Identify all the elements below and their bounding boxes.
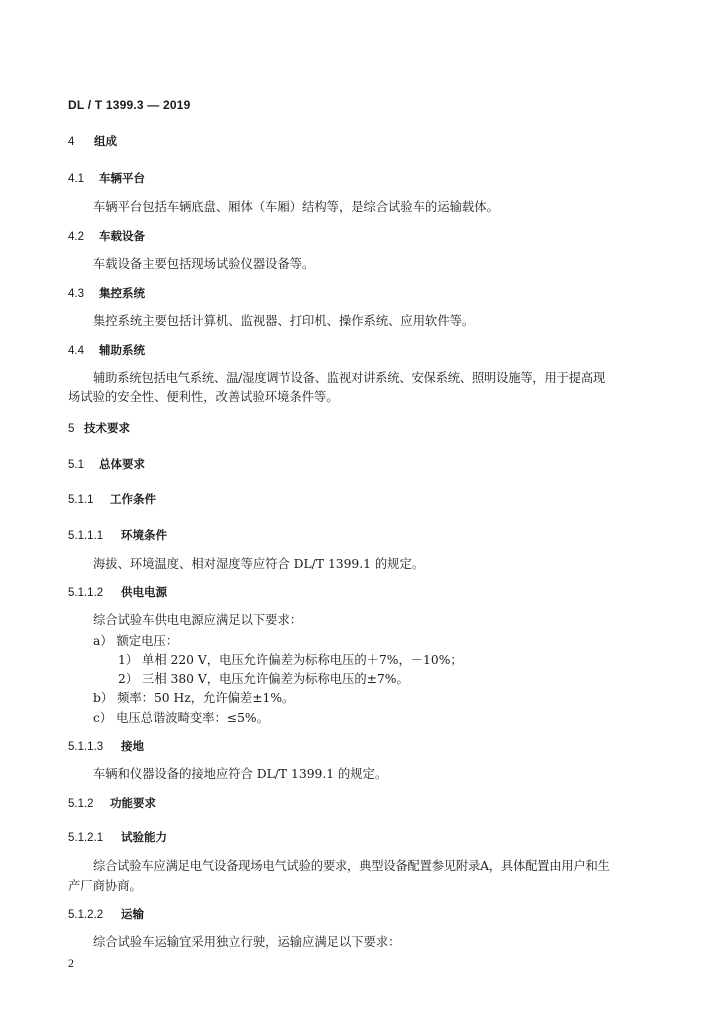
section-5-heading	[68, 420, 130, 436]
section-number: 4.2	[68, 231, 84, 243]
section-number: 5	[68, 423, 75, 435]
list-item-a1: 1） 单相 220 V，电压允许偏差为标称电压的＋7%，－10%；	[118, 653, 463, 667]
section-5-1-1-1-heading	[68, 527, 167, 543]
section-number: 5.1.2	[68, 798, 94, 810]
section-4-2-text: 车载设备主要包括现场试验仪器设备等。	[93, 257, 315, 271]
section-number: 5.1.2.1	[68, 832, 104, 844]
section-5-1-2-2-heading	[68, 906, 144, 922]
section-title: 总体要求	[99, 457, 145, 471]
section-4-1-text: 车辆平台包括车辆底盘、厢体（车厢）结构等，是综合试验车的运输载体。	[93, 200, 499, 214]
section-number: 5.1	[68, 459, 84, 471]
section-number: 4.4	[68, 345, 84, 357]
section-number: 5.1.2.2	[68, 909, 104, 921]
section-5-1-2-1-text-line1: 综合试验车应满足电气设备现场电气试验的要求，典型设备配置参见附录A，具体配置由用户和生	[93, 859, 610, 873]
section-5-1-heading	[68, 456, 145, 472]
section-4-4-text-line2: 场试验的安全性、便利性，改善试验环境条件等。	[68, 390, 339, 404]
section-title: 技术要求	[84, 421, 130, 435]
section-number: 4.3	[68, 288, 84, 300]
section-5-1-2-1-heading	[68, 829, 167, 845]
section-title: 功能要求	[110, 796, 156, 810]
section-title: 车载设备	[99, 229, 145, 243]
section-4-heading	[68, 133, 117, 149]
section-5-1-1-2-text: 综合试验车供电电源应满足以下要求：	[93, 613, 303, 627]
section-number: 4.1	[68, 173, 84, 185]
section-5-1-1-2-heading	[68, 584, 167, 600]
section-5-1-1-3-heading	[68, 738, 144, 754]
section-title: 试验能力	[121, 830, 167, 844]
section-number: 4	[68, 136, 75, 148]
section-number: 5.1.1.1	[68, 530, 104, 542]
section-4-4-heading	[68, 342, 145, 358]
section-4-4-text-line1: 辅助系统包括电气系统、温/湿度调节设备、监视对讲系统、安保系统、照明设施等，用于提高现	[93, 371, 606, 385]
list-item-c: c） 电压总谐波畸变率：≤5%。	[93, 711, 269, 725]
section-4-3-text: 集控系统主要包括计算机、监视器、打印机、操作系统、应用软件等。	[93, 314, 475, 328]
section-4-1-heading	[68, 170, 145, 186]
section-title: 工作条件	[110, 492, 156, 506]
section-5-1-1-heading	[68, 491, 156, 507]
section-title: 供电电源	[121, 585, 167, 599]
section-title: 车辆平台	[99, 171, 145, 185]
section-title: 辅助系统	[99, 343, 145, 357]
section-title: 环境条件	[121, 528, 167, 542]
section-number: 5.1.1	[68, 494, 94, 506]
section-5-1-1-1-text: 海拔、环境温度、相对湿度等应符合 DL/T 1399.1 的规定。	[93, 557, 425, 571]
section-5-1-2-heading	[68, 795, 156, 811]
section-number: 5.1.1.3	[68, 741, 104, 753]
section-title: 运输	[121, 907, 144, 921]
list-item-a: a） 额定电压：	[93, 634, 179, 648]
section-5-1-2-2-text: 综合试验车运输宜采用独立行驶，运输应满足以下要求：	[93, 935, 401, 949]
section-title: 接地	[121, 739, 144, 753]
list-item-a2: 2） 三相 380 V，电压允许偏差为标称电压的±7%。	[118, 672, 409, 686]
list-item-b: b） 频率：50 Hz，允许偏差±1%。	[93, 691, 295, 705]
section-title: 集控系统	[99, 286, 145, 300]
section-5-1-1-3-text: 车辆和仪器设备的接地应符合 DL/T 1399.1 的规定。	[93, 767, 388, 781]
section-number: 5.1.1.2	[68, 587, 104, 599]
section-4-2-heading	[68, 228, 145, 244]
section-4-3-heading	[68, 285, 145, 301]
page-number: 2	[68, 956, 74, 970]
section-5-1-2-1-text-line2: 产厂商协商。	[68, 879, 142, 893]
section-title: 组成	[94, 134, 117, 148]
standard-code: DL / T 1399.3 — 2019	[68, 98, 191, 112]
